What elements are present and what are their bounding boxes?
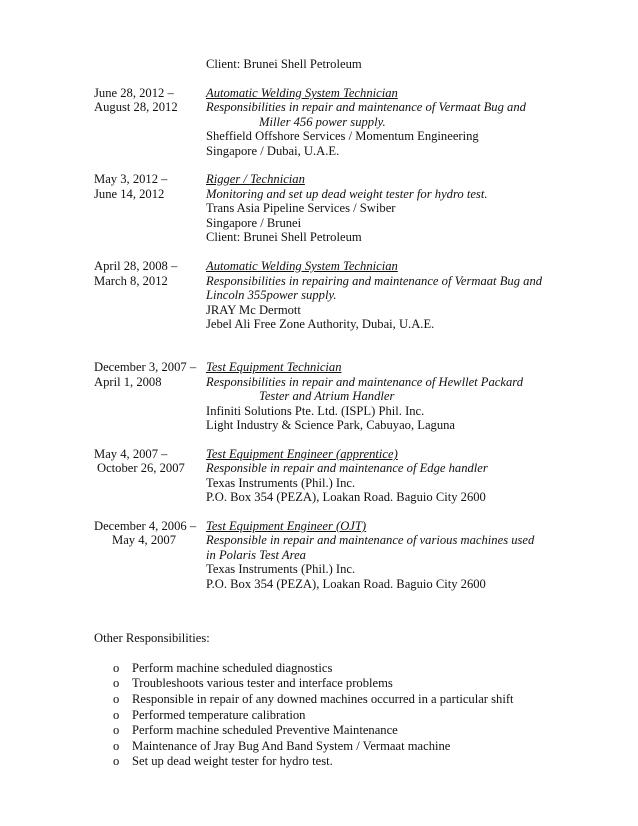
list-item-text: Performed temperature calibration xyxy=(132,708,306,722)
end-date: June 14, 2012 xyxy=(94,187,165,201)
location: Jebel Ali Free Zone Authority, Dubai, U.A.E. xyxy=(206,317,435,331)
list-item xyxy=(0,676,638,691)
list-item xyxy=(0,708,638,723)
job-title: Test Equipment Engineer (apprentice) xyxy=(206,447,398,461)
bullet-icon: o xyxy=(113,754,120,768)
bullet-icon: o xyxy=(113,676,120,690)
job-description: Monitoring and set up dead weight tester for hydro test. xyxy=(206,187,488,201)
client-line: Client: Brunei Shell Petroleum xyxy=(206,57,362,71)
list-item-text: Responsible in repair of any downed machines occurred in a particular shift xyxy=(132,692,514,706)
start-date: December 4, 2006 – xyxy=(94,519,197,533)
company: Infiniti Solutions Pte. Ltd. (ISPL) Phil. Inc. xyxy=(206,404,425,418)
job-description-cont: in Polaris Test Area xyxy=(206,548,306,562)
section-heading: Other Responsibilities: xyxy=(94,631,210,645)
end-date: August 28, 2012 xyxy=(94,100,178,114)
company: JRAY Mc Dermott xyxy=(206,303,301,317)
location: P.O. Box 354 (PEZA), Loakan Road. Baguio City 2600 xyxy=(206,577,486,591)
list-item-text: Maintenance of Jray Bug And Band System / Vermaat machine xyxy=(132,739,451,753)
job-description: Responsibilities in repairing and maintenance of Vermaat Bug and xyxy=(206,274,543,288)
location: Singapore / Dubai, U.A.E. xyxy=(206,144,340,158)
company: Sheffield Offshore Services / Momentum Engineering xyxy=(206,129,479,143)
end-date: October 26, 2007 xyxy=(97,461,185,475)
location: Singapore / Brunei xyxy=(206,216,302,230)
job-description: Responsible in repair and maintenance of various machines used xyxy=(206,533,535,547)
start-date: May 4, 2007 – xyxy=(94,447,168,461)
company: Trans Asia Pipeline Services / Swiber xyxy=(206,201,396,215)
start-date: April 28, 2008 – xyxy=(94,259,178,273)
bullet-icon: o xyxy=(113,708,120,722)
list-item xyxy=(0,723,638,738)
start-date: June 28, 2012 – xyxy=(94,86,174,100)
bullet-icon: o xyxy=(113,723,120,737)
list-item xyxy=(0,692,638,707)
list-item-text: Troubleshoots various tester and interface problems xyxy=(132,676,393,690)
list-item xyxy=(0,754,638,769)
job-description: Responsibilities in repair and maintenance of Hewllet Packard xyxy=(206,375,524,389)
company: Texas Instruments (Phil.) Inc. xyxy=(206,562,356,576)
end-date: March 8, 2012 xyxy=(94,274,168,288)
job-title: Rigger / Technician xyxy=(206,172,305,186)
job-title: Automatic Welding System Technician xyxy=(206,259,398,273)
job-description-cont: Miller 456 power supply. xyxy=(259,115,386,129)
client-line: Client: Brunei Shell Petroleum xyxy=(206,230,362,244)
bullet-icon: o xyxy=(113,739,120,753)
list-item-text: Perform machine scheduled diagnostics xyxy=(132,661,333,675)
job-description: Responsibilities in repair and maintenance of Vermaat Bug and xyxy=(206,100,526,114)
start-date: May 3, 2012 – xyxy=(94,172,168,186)
bullet-icon: o xyxy=(113,692,120,706)
list-item-text: Set up dead weight tester for hydro test. xyxy=(132,754,333,768)
list-item-text: Perform machine scheduled Preventive Maintenance xyxy=(132,723,398,737)
location: Light Industry & Science Park, Cabuyao, Laguna xyxy=(206,418,456,432)
company: Texas Instruments (Phil.) Inc. xyxy=(206,476,356,490)
start-date: December 3, 2007 – xyxy=(94,360,197,374)
job-title: Test Equipment Technician xyxy=(206,360,342,374)
job-description: Responsible in repair and maintenance of Edge handler xyxy=(206,461,488,475)
location: P.O. Box 354 (PEZA), Loakan Road. Baguio City 2600 xyxy=(206,490,486,504)
job-title: Test Equipment Engineer (OJT) xyxy=(206,519,367,533)
job-description-cont: Tester and Atrium Handler xyxy=(259,389,395,403)
list-item xyxy=(0,661,638,676)
list-item xyxy=(0,739,638,754)
end-date: April 1, 2008 xyxy=(94,375,162,389)
job-title: Automatic Welding System Technician xyxy=(206,86,398,100)
end-date: May 4, 2007 xyxy=(112,533,177,547)
job-description-cont: Lincoln 355power supply. xyxy=(206,288,337,302)
bullet-icon: o xyxy=(113,661,120,675)
